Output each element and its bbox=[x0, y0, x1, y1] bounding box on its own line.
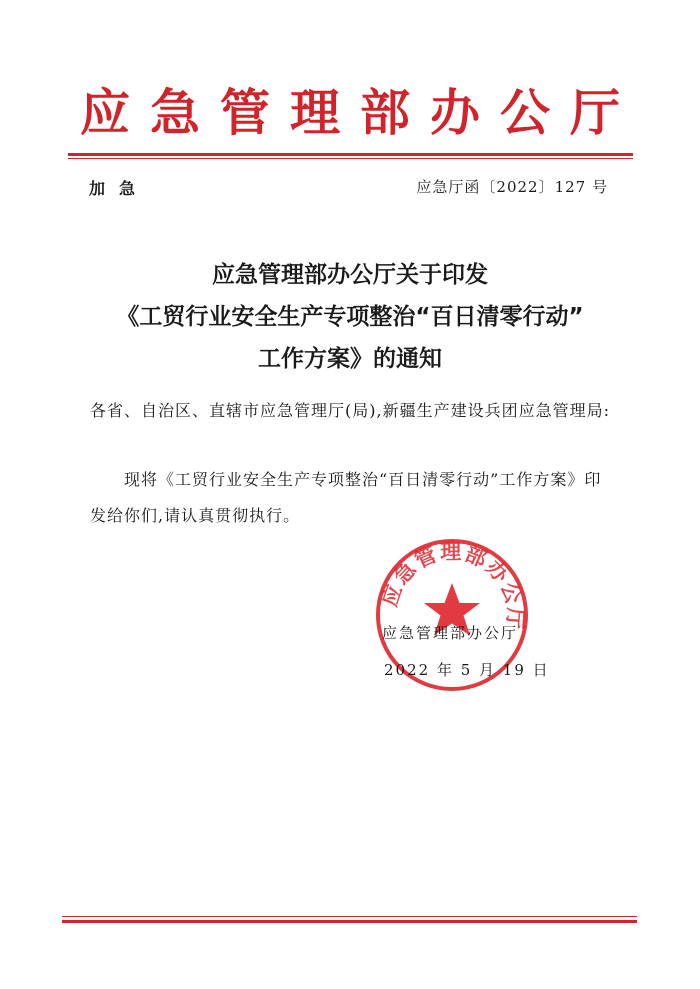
title-line-1: 应急管理部办公厅关于印发 bbox=[212, 262, 488, 288]
urgency-label: 加急 bbox=[89, 179, 150, 198]
document-number: 应急厅函〔2022〕127 号 bbox=[416, 178, 608, 196]
header-divider-thick bbox=[68, 153, 633, 156]
seal-text: 应急管理部办公厅 bbox=[377, 539, 528, 632]
header-divider-thin bbox=[68, 158, 633, 159]
title-line-3: 工作方案》的通知 bbox=[258, 346, 442, 372]
footer-divider-thick bbox=[62, 920, 637, 923]
title-line-2: 《工贸行业安全生产专项整治“百日清零行动” bbox=[116, 304, 584, 330]
signature-date: 2022 年 5 月 19 日 bbox=[384, 661, 550, 679]
document-title bbox=[0, 254, 700, 380]
issuer-masthead: 应急管理部办公厅 bbox=[80, 84, 640, 142]
addressee: 各省、自治区、直辖市应急管理厅(局),新疆生产建设兵团应急管理局: bbox=[90, 401, 610, 420]
signature-org: 应急管理部办公厅 bbox=[382, 624, 519, 642]
body-paragraph: 现将《工贸行业安全生产专项整治“百日清零行动”工作方案》印发给你们,请认真贯彻执行。 bbox=[90, 470, 602, 525]
footer-divider-thin bbox=[62, 916, 637, 917]
